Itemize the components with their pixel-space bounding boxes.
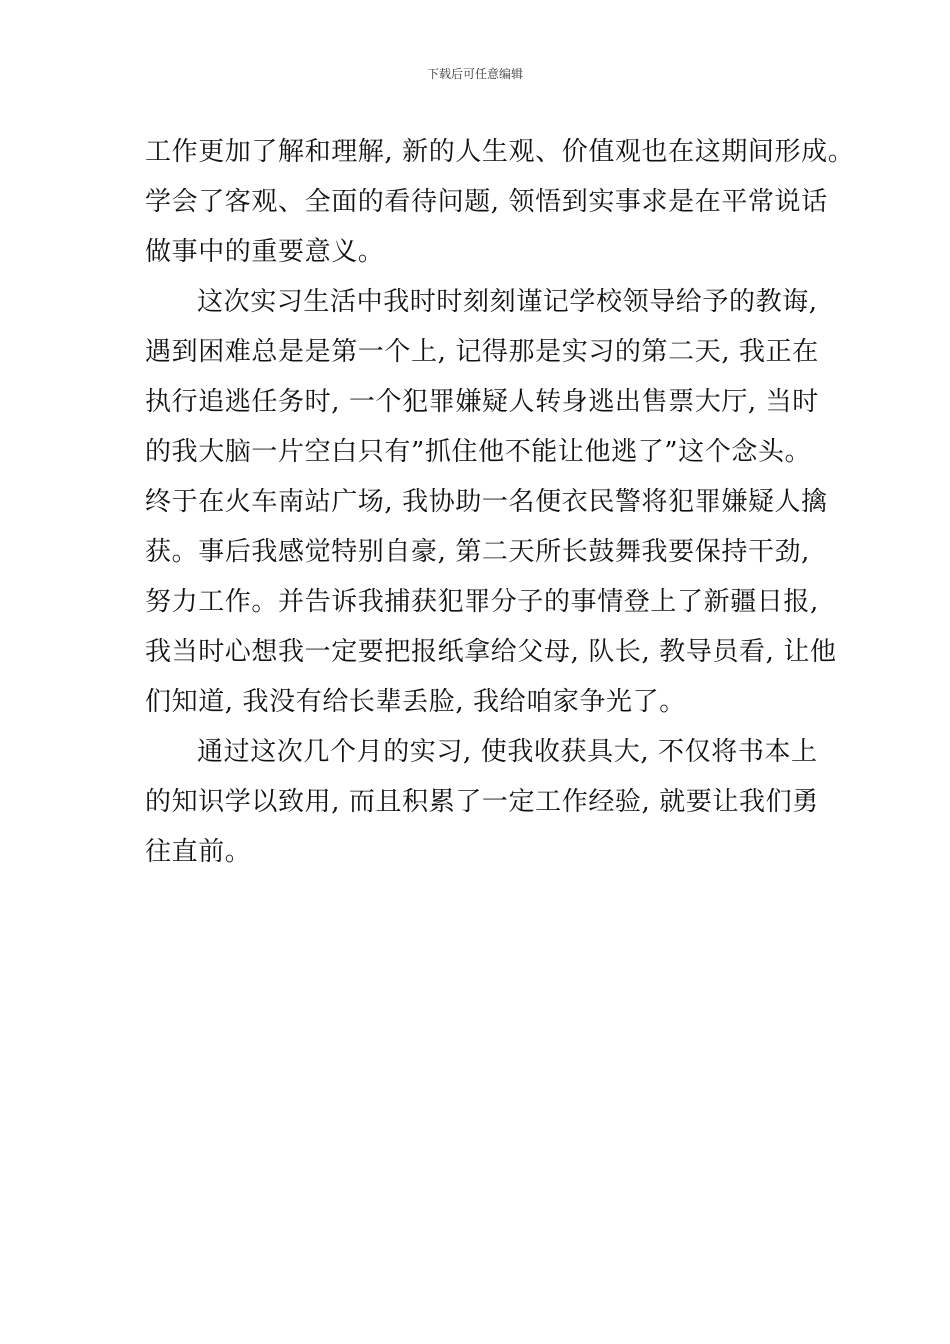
page-header-note: 下载后可任意编辑: [426, 67, 523, 81]
paragraph-3-line-3: 往直前。: [145, 837, 252, 867]
paragraph-2-line-9: 们知道, 我没有给长辈丢脸, 我给咱家争光了。: [145, 687, 686, 717]
paragraph-2-line-2: 遇到困难总是是第一个上, 记得那是实习的第二天, 我正在: [145, 337, 819, 367]
paragraph-2-line-3: 执行追逃任务时, 一个犯罪嫌疑人转身逃出售票大厅, 当时: [145, 387, 819, 417]
paragraph-2-line-7: 努力工作。并告诉我捕获犯罪分子的事情登上了新疆日报,: [145, 587, 819, 617]
paragraph-2-line-5: 终于在火车南站广场, 我协助一名便衣民警将犯罪嫌疑人擒: [145, 487, 828, 517]
paragraph-1-line-2: 学会了客观、全面的看待问题, 领悟到实事求是在平常说话: [145, 187, 828, 217]
paragraph-1-line-1: 工作更加了解和理解, 新的人生观、价值观也在这期间形成。: [145, 137, 855, 167]
paragraph-3-line-2: 的知识学以致用, 而且积累了一定工作经验, 就要让我们勇: [145, 787, 819, 817]
paragraph-1-line-3: 做事中的重要意义。: [145, 237, 385, 267]
paragraph-2-line-1: 这次实习生活中我时时刻刻谨记学校领导给予的教诲,: [197, 287, 818, 317]
paragraph-2-line-6: 获。事后我感觉特别自豪, 第二天所长鼓舞我要保持干劲,: [145, 537, 810, 567]
body-text: [145, 127, 855, 877]
paragraph-2-line-4: 的我大脑一片空白只有”抓住他不能让他逃了”这个念头。: [145, 437, 812, 467]
paragraph-3-line-1: 通过这次几个月的实习, 使我收获具大, 不仅将书本上: [197, 737, 818, 767]
paragraph-2-line-8: 我当时心想我一定要把报纸拿给父母, 队长, 教导员看, 让他: [145, 637, 837, 667]
